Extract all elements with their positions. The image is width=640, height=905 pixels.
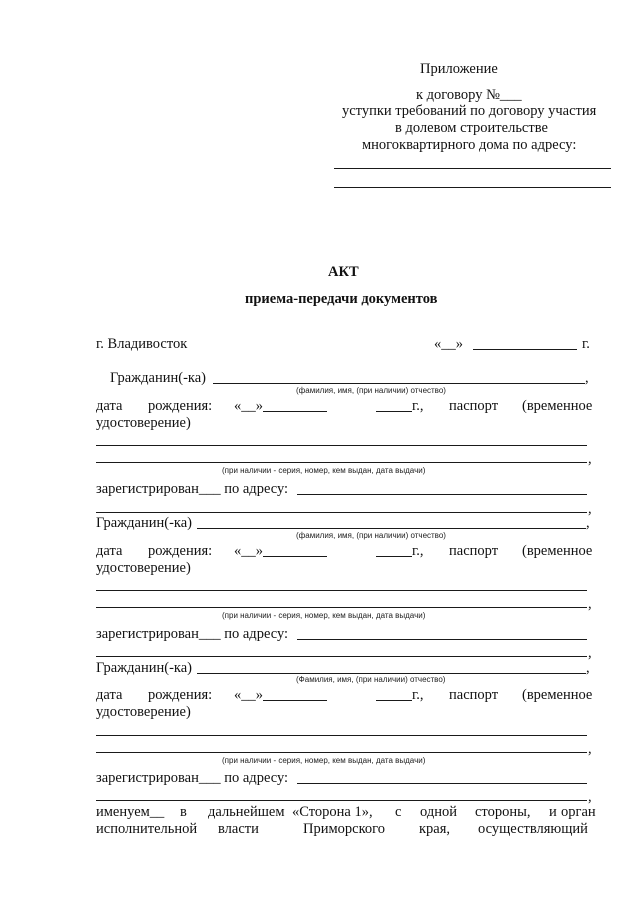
id-blank-2 — [96, 462, 587, 463]
header-line-3: в долевом строительстве — [395, 120, 548, 136]
address-blank-2 — [334, 187, 611, 188]
closing-line2-word-4: края, — [419, 821, 451, 837]
contract-number-line: к договору №___ — [416, 87, 522, 103]
citizen-name-blank-3 — [197, 673, 586, 674]
date-blank — [473, 349, 577, 350]
closing-word-1: именуем__ — [96, 804, 165, 820]
closing-word-8: и — [549, 804, 557, 820]
comma: , — [586, 660, 590, 676]
date-year: г. — [582, 336, 590, 352]
comma: , — [588, 789, 592, 805]
id-blank-2 — [96, 752, 587, 753]
temp-id-open: (временное — [522, 687, 593, 703]
name-caption-1: (фамилия, имя, (при наличии) отчество) — [296, 386, 446, 395]
registered-label-1: зарегистрирован___ по адресу: — [96, 481, 289, 497]
closing-line2-word-2: власти — [218, 821, 259, 837]
closing-line2-word-5: осуществляющий — [478, 821, 588, 837]
birth-date-quote: «__» — [234, 398, 263, 414]
temp-id-open: (временное — [522, 398, 593, 414]
registered-label-2: зарегистрирован___ по адресу: — [96, 626, 289, 642]
closing-word-7: стороны, — [475, 804, 531, 820]
closing-word-2: в — [180, 804, 187, 820]
citizen-name-blank-1 — [213, 383, 585, 384]
id-blank-1 — [96, 590, 587, 591]
birth-label-a: дата — [96, 398, 123, 414]
passport-label: паспорт — [449, 398, 499, 414]
temp-id-close: удостоверение) — [96, 415, 191, 431]
birth-date-quote: «__» — [234, 687, 263, 703]
id-blank-1 — [96, 735, 587, 736]
id-blank-2 — [96, 607, 587, 608]
birth-label-a: дата — [96, 687, 123, 703]
closing-word-3: дальнейшем — [208, 804, 285, 820]
address-blank-c1 — [297, 783, 587, 784]
header-line-2: уступки требований по договору участия — [342, 103, 597, 119]
birth-year-blank — [376, 556, 412, 557]
registered-label-3: зарегистрирован___ по адресу: — [96, 770, 289, 786]
appendix-title: Приложение — [420, 61, 498, 77]
closing-line2-word-3: Приморского — [303, 821, 385, 837]
birth-month-blank — [263, 556, 327, 557]
birth-year-suffix: г., — [412, 543, 424, 559]
address-blank-b1 — [297, 639, 587, 640]
comma: , — [588, 596, 592, 612]
closing-line2-word-1: исполнительной — [96, 821, 198, 837]
comma: , — [588, 741, 592, 757]
citizen-name-blank-2 — [197, 528, 586, 529]
address-blank-b2 — [96, 656, 587, 657]
birth-year-blank — [376, 700, 412, 701]
name-caption-2: (фамилия, имя, (при наличии) отчество) — [296, 531, 446, 540]
address-blank-c2 — [96, 800, 587, 801]
closing-word-9: орган — [561, 804, 596, 820]
comma: , — [588, 645, 592, 661]
birth-label-b: рождения: — [148, 687, 213, 703]
birth-label-b: рождения: — [148, 398, 213, 414]
doc-title: АКТ — [328, 264, 359, 280]
birth-date-quote: «__» — [234, 543, 263, 559]
header-line-4: многоквартирного дома по адресу: — [362, 137, 577, 153]
birth-year-suffix: г., — [412, 687, 424, 703]
citizen-label-1: Гражданин(-ка) — [110, 370, 207, 386]
citizen-label-2: Гражданин(-ка) — [96, 515, 193, 531]
date-quote: «__» — [434, 336, 463, 352]
birth-month-blank — [263, 700, 327, 701]
id-caption-3: (при наличии - серия, номер, кем выдан, дата выдачи) — [222, 756, 426, 765]
passport-label: паспорт — [449, 687, 499, 703]
id-caption-2: (при наличии - серия, номер, кем выдан, дата выдачи) — [222, 611, 426, 620]
birth-year-blank — [376, 411, 412, 412]
comma: , — [586, 515, 590, 531]
citizen-label-3: Гражданин(-ка) — [96, 660, 193, 676]
temp-id-close: удостоверение) — [96, 704, 191, 720]
passport-label: паспорт — [449, 543, 499, 559]
id-blank-1 — [96, 445, 587, 446]
address-blank-a2 — [96, 512, 587, 513]
comma: , — [588, 501, 592, 517]
id-caption-1: (при наличии - серия, номер, кем выдан, дата выдачи) — [222, 466, 426, 475]
address-blank-1 — [334, 168, 611, 169]
temp-id-close: удостоверение) — [96, 560, 191, 576]
temp-id-open: (временное — [522, 543, 593, 559]
doc-subtitle: приема-передачи документов — [245, 291, 438, 307]
address-blank-a1 — [297, 494, 587, 495]
closing-word-6: одной — [420, 804, 457, 820]
comma: , — [585, 370, 589, 386]
birth-label-a: дата — [96, 543, 123, 559]
name-caption-3: (Фамилия, имя, (при наличии) отчество) — [296, 675, 446, 684]
birth-label-b: рождения: — [148, 543, 213, 559]
closing-word-4: «Сторона 1», — [292, 804, 373, 820]
comma: , — [588, 451, 592, 467]
birth-year-suffix: г., — [412, 398, 424, 414]
closing-word-5: с — [395, 804, 402, 820]
city: г. Владивосток — [96, 336, 188, 352]
birth-month-blank — [263, 411, 327, 412]
